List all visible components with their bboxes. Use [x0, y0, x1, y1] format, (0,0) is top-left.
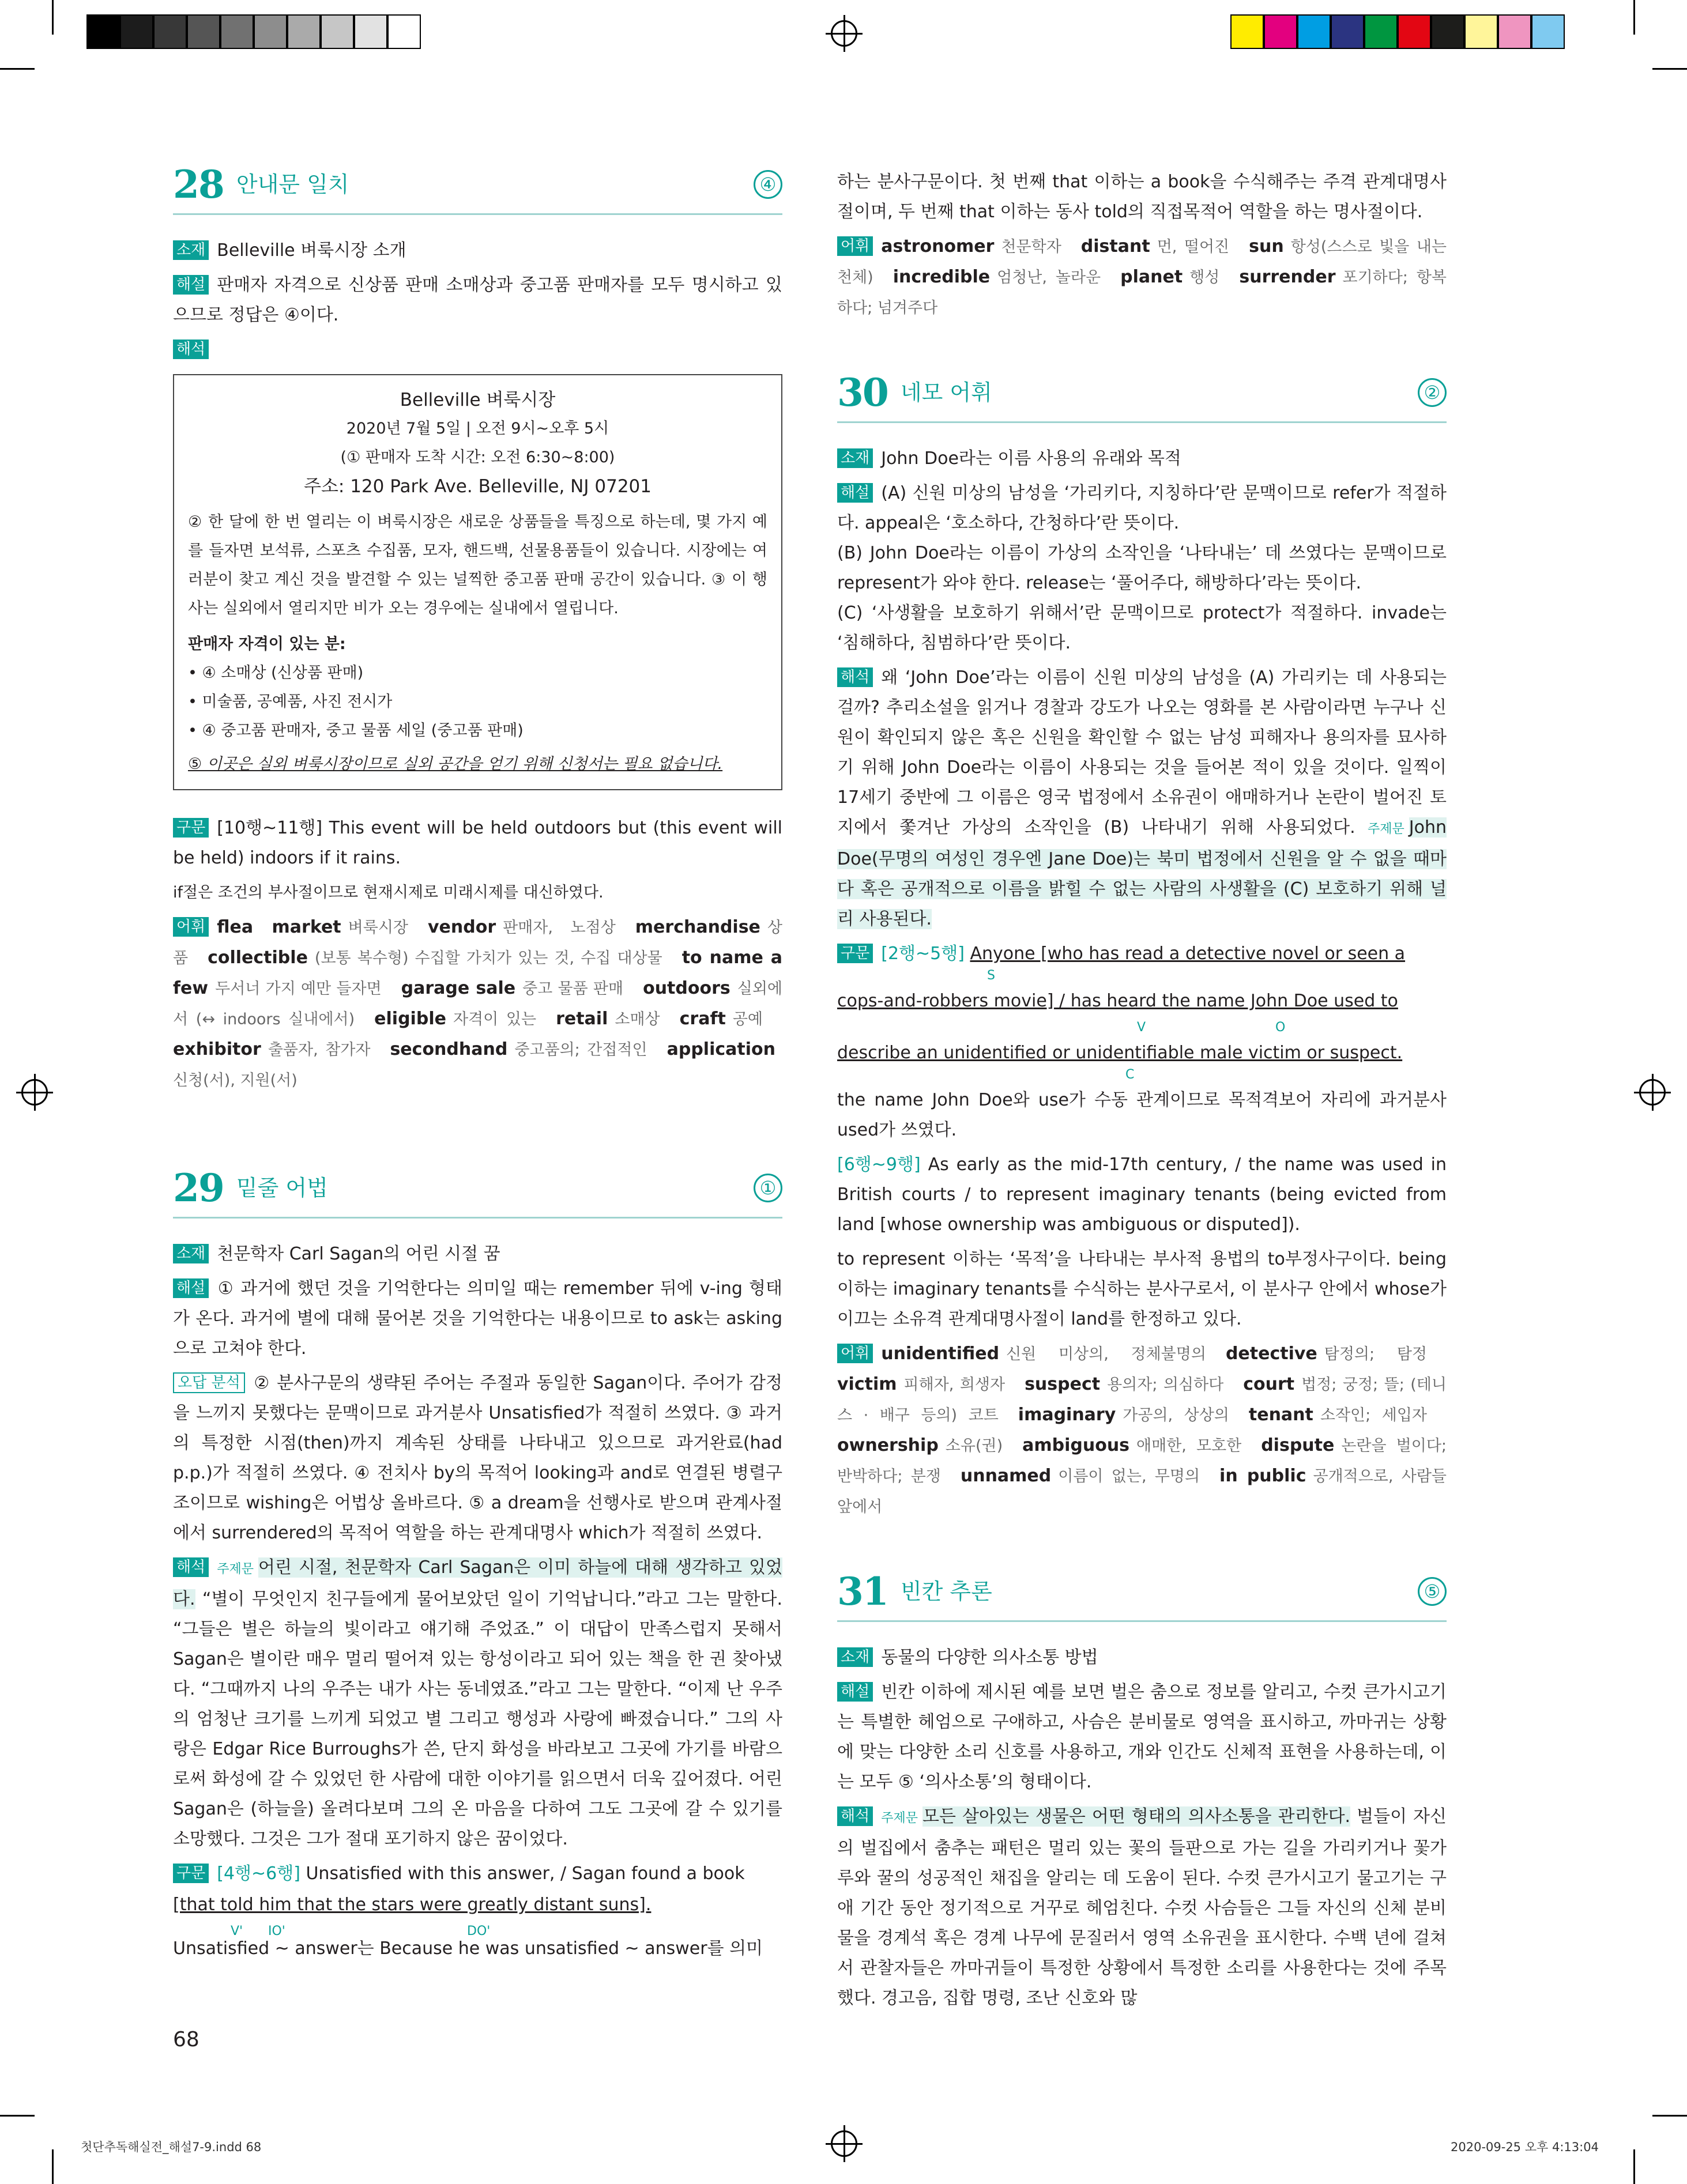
- notice-body: ② 한 달에 한 번 열리는 이 벼룩시장은 새로운 상품들을 특징으로 하는데, 몇 가지 예를 들자면 보석류, 스포츠 수집품, 모자, 핸드백, 선물용품들이 있습니다. 시장에는 여러분이 찾고 계신 것을 발견할 수 있는 널찍한 중고품 판매 공간이 있습니다. ③ 이 행사는 실외에서 열리지만 비가 오는 경우에는 실내에서 열립니다.: [188, 513, 767, 617]
- subject-line: 소재 Belleville 벼룩시장 소개: [173, 236, 782, 266]
- left-column: [173, 156, 782, 1968]
- subject-tag: 소재: [173, 1244, 209, 1263]
- syntax-line: 구문 [4행~6행] Unsatisfied with this answer, / Sagan found a book: [173, 1859, 782, 1889]
- syntax-line-2: [6행~9행] As early as the mid-17th century, / the name was used in British courts / to represent imaginary tenants (being evicted from land [whose ownership was ambiguous or disputed]).: [837, 1155, 1447, 1235]
- vocab-meaning: 소유(권): [945, 1437, 1003, 1455]
- seller-item: • ④ 소매상 (신상품 판매): [188, 664, 364, 682]
- vocab-meaning: 엄청난, 놀라운: [997, 269, 1101, 286]
- notice-note: ⑤ 이곳은 실외 벼룩시장이므로 실외 공간을 얻기 위해 신청서는 필요 없습니다.: [188, 755, 723, 773]
- wrong-answer-analysis: 오답 분석 ② 분사구문의 생략된 주어는 주절과 동일한 Sagan이다. 주어가 감정을 느끼지 못했다는 문맥이므로 과거분사 Unsatisfied가 적절히 쓰였다. ③ 과거의 특정한 시점(then)까지 계속된 상태를 나타내고 있으므로 과거완료(had p.p.)가 적절히 쓰였다. ④ 전치사 by의 목적어 looking과 and로 연결된 병렬구조이므로 wishing은 어법상 올바르다. ⑤ a dream을 선행사로 받으며 관계사절에서 surrendered의 목적어 역할을 하는 관계대명사 which가 적절히 쓰였다.: [173, 1373, 782, 1543]
- color-swatch: [1364, 14, 1398, 49]
- section-number: 28: [173, 162, 224, 207]
- color-swatch: [287, 14, 321, 49]
- page-number: 68: [173, 2028, 199, 2051]
- subject-line: 소재 동물의 다양한 의사소통 방법: [837, 1643, 1447, 1673]
- syntax-tag: 구문: [173, 818, 209, 838]
- syntax-labels: [837, 969, 1447, 986]
- vocab-meaning: 신청(서), 지원(서): [173, 1072, 298, 1089]
- vocab-meaning: 피해자, 희생자: [903, 1376, 1006, 1394]
- topic-sentence-label: 주제문: [217, 1562, 254, 1576]
- explanation-b: (B) John Doe라는 이름이 가상의 소작인을 ‘나타내는’ 데 쓰였다는 문맥이므로 represent가 와야 한다. release는 ‘풀어주다, 해방하다’라는 뜻이다.: [837, 543, 1447, 593]
- color-swatch: [1264, 14, 1297, 49]
- vocab-meaning: 벼룩시장: [348, 919, 408, 937]
- vocab-word: merchandise: [635, 917, 760, 937]
- explanation: 해설 빈칸 이하에 제시된 예를 보면 벌은 춤으로 정보를 알리고, 수컷 큰가시고기는 특별한 헤엄으로 구애하고, 사슴은 분비물로 영역을 표시하고, 까마귀는 상황에 맞는 다양한 소리 신호를 사용하고, 개와 인간도 신체적 표현을 사용하는데, 이는 모두 ⑤ ‘의사소통’의 형태이다.: [837, 1682, 1447, 1792]
- vocab-meaning: 자격이 있는: [453, 1010, 537, 1028]
- explanation: 해설 (A) 신원 미상의 남성을 ‘가리키다, 지칭하다’란 문맥이므로 refer가 적절하다. appeal은 ‘호소하다, 간청하다’란 뜻이다.: [837, 483, 1447, 533]
- seller-item: • 미술품, 공예품, 사진 전시가: [188, 693, 393, 711]
- vocab-meaning: 소매상: [615, 1010, 660, 1028]
- vocabulary-list: [173, 912, 782, 1096]
- vocabulary-list: [837, 232, 1447, 323]
- explanation-tag: 해설: [837, 483, 873, 503]
- syntax-line: 구문 [2행~5행] Anyone [who has read a detective novel or seen a: [837, 939, 1447, 969]
- vocabulary-tag: 어휘: [173, 917, 209, 937]
- translation-tag: 해석: [837, 1806, 873, 1826]
- vocab-meaning: 논란을 벌이다; 반박하다; 분쟁: [837, 1437, 1447, 1485]
- section-30-header: [837, 364, 1447, 423]
- translation: 해석 주제문 어린 시절, 천문학자 Carl Sagan은 이미 하늘에 대해 생각하고 있었다. “별이 무엇인지 친구들에게 물어보았던 일이 기억납니다.”라고 그는 말한다. “그들은 별은 하늘의 빛이라고 얘기해 주었죠.” 이 대답이 만족스럽지 못해서 Sagan은 별이란 매우 멀리 떨어져 있는 항성이라고 되어 있는 책을 한 권 찾아냈다. “그때까지 나의 우주는 내가 사는 동네였죠.”라고 그는 말한다. “이제 난 우주의 엄청난 크기를 느끼게 되었고 별 그리고 행성과 사랑에 빠졌습니다.” 그의 사랑은 Edgar Rice Burroughs가 쓴, 단지 화성을 바라보고 그곳에 가기를 바람으로써 화성에 갈 수 있었던 한 사람에 대한 이야기를 읽으면서 더욱 깊어졌다. 어린 Sagan은 (하늘을) 올려다보며 그의 온 마음을 다하여 그도 그곳에 갈 수 있기를 소망했다. 그것은 그가 절대 포기하지 않은 꿈이었다.: [173, 1553, 782, 1854]
- syntax-note: Unsatisfied ~ answer는 Because he was unsatisfied ~ answer를 의미: [173, 1938, 763, 1959]
- vocab-meaning: 상품: [173, 919, 782, 967]
- vocab-meaning: 실외에서 (↔ indoors 실내에서): [173, 980, 782, 1028]
- color-swatch: [120, 14, 153, 49]
- vocab-word: unidentified: [881, 1344, 1000, 1364]
- syntax-note: the name John Doe와 use가 수동 관계이므로 목적격보어 자리에 과거분사 used가 쓰였다.: [837, 1090, 1447, 1140]
- footer-timestamp: 2020-09-25 오후 4:13:04: [1451, 2140, 1599, 2154]
- topic-sentence-label: 주제문: [1367, 822, 1404, 836]
- translation-tag: 해석: [173, 340, 209, 359]
- subject-line: 소재 천문학자 Carl Sagan의 어린 시절 꿈: [173, 1239, 782, 1269]
- color-swatch: [1297, 14, 1331, 49]
- topic-sentence: 어린 시절, 천문학자 Carl Sagan은 이미 하늘에 대해 생각하고 있었다.: [173, 1557, 782, 1609]
- footer-filename: 첫단추독해실전_해설7-9.indd 68: [81, 2140, 262, 2154]
- label-s: S: [987, 968, 995, 983]
- label-do: DO': [467, 1924, 491, 1938]
- vocab-word: planet: [1120, 267, 1183, 287]
- seller-heading: 판매자 자격이 있는 분:: [188, 635, 346, 653]
- vocab-meaning: 신원 미상의, 정체불명의: [1006, 1345, 1206, 1363]
- subject-tag: 소재: [837, 448, 873, 468]
- vocab-word: surrender: [1239, 267, 1336, 287]
- syntax-line: cops-and-robbers movie] / has heard the name John Doe used to: [837, 991, 1398, 1011]
- vocab-meaning: (보통 복수형) 수집할 가치가 있는 것, 수집 대상물: [314, 949, 662, 967]
- vocab-meaning: 판매자, 노점상: [503, 919, 616, 937]
- subject-tag: 소재: [173, 240, 209, 260]
- section-title: 안내문 일치: [236, 172, 349, 197]
- syntax-note: if절은 조건의 부사절이므로 현재시제로 미래시제를 대신하였다.: [173, 884, 604, 901]
- notice-date: 2020년 7월 5일 | 오전 9시~오후 5시: [346, 420, 609, 437]
- vocab-word: craft: [679, 1009, 726, 1029]
- label-v: V: [1137, 1020, 1146, 1035]
- section-number: 29: [173, 1165, 224, 1210]
- topic-sentence-label: 주제문: [881, 1811, 918, 1825]
- registration-mark-right: [1639, 1079, 1666, 1106]
- section-31-header: [837, 1563, 1447, 1622]
- vocab-meaning: 이름이 없는, 무명의: [1058, 1468, 1200, 1485]
- vocab-meaning: 중고품의; 간접적인: [514, 1041, 647, 1059]
- answer-badge: ⑤: [1418, 1577, 1447, 1606]
- vocab-meaning: 항성(스스로 빛을 내는 천체): [837, 238, 1447, 286]
- section-28-header: [173, 156, 782, 215]
- label-io: IO': [268, 1924, 285, 1938]
- vocab-word: collectible: [208, 948, 308, 968]
- section-number: 30: [837, 370, 888, 415]
- vocab-word: exhibitor: [173, 1039, 261, 1059]
- syntax-tag: 구문: [837, 944, 873, 963]
- translation: 해석 주제문 모든 살아있는 생물은 어떤 형태의 의사소통을 관리한다. 벌들이 자신의 벌집에서 춤추는 패턴은 멀리 있는 꽃의 들판으로 가는 길을 가리키거나 꽃가루와 꿀의 성공적인 채집을 알리는 데 도움이 된다. 수컷 큰가시고기 물고기는 구애 기간 동안 정기적으로 거꾸로 헤엄친다. 수컷 사슴들은 그들 자신의 신체 분비물을 경계석 혹은 경계 나무에 문질러서 영역 소유권을 표시한다. 수백 년에 걸쳐서 관찰자들은 까마귀들이 특정한 상황에서 특정한 소리를 사용한다는 것에 주목했다. 경고음, 집합 명령, 조난 신호와 많: [837, 1802, 1447, 2013]
- vocab-word: in public: [1219, 1466, 1306, 1486]
- right-column: [837, 167, 1447, 2018]
- vocab-word: detective: [1225, 1344, 1317, 1364]
- vocab-word: tenant: [1248, 1405, 1313, 1425]
- topic-sentence: John Doe(무명의 여성인 경우엔 Jane Doe)는 북미 법정에서 신원을 알 수 없을 때마다 혹은 공개적으로 이름을 밝힐 수 없는 사람의 사생활을 (C) 보호하기 위해 널리 사용된다.: [837, 817, 1447, 929]
- answer-badge: ④: [754, 170, 782, 199]
- section-number: 31: [837, 1569, 888, 1614]
- vocab-word: ownership: [837, 1435, 939, 1455]
- color-swatch: [1464, 14, 1498, 49]
- crop-mark: [52, 2149, 54, 2184]
- vocab-word: sun: [1249, 236, 1284, 257]
- translation-tag: 해석: [173, 1557, 209, 1577]
- crop-mark: [1633, 0, 1635, 35]
- explanation-tag: 해설: [173, 275, 209, 295]
- vocab-meaning: 공개적으로, 사람들 앞에서: [837, 1468, 1447, 1516]
- translation-label: [173, 335, 782, 365]
- crop-mark: [0, 2115, 35, 2117]
- seller-item: • ④ 중고품 판매자, 중고 물품 세일 (중고품 판매): [188, 722, 524, 740]
- vocab-word: dispute: [1261, 1435, 1335, 1455]
- vocab-meaning: 가공의, 상상의: [1123, 1406, 1229, 1424]
- notice-arrival: (① 판매자 도착 시간: 오전 6:30~8:00): [340, 448, 615, 466]
- explanation-c: (C) ‘사생활을 보호하기 위해서’란 문맥이므로 protect가 적절하다. invade는 ‘침해하다, 침범하다’란 뜻이다.: [837, 603, 1447, 653]
- vocabulary-tag: 어휘: [837, 1344, 873, 1363]
- vocabulary-list: [837, 1339, 1447, 1522]
- answer-badge: ①: [754, 1174, 782, 1202]
- translation-tag: 해석: [837, 667, 873, 687]
- vocab-meaning: 용의자; 의심하다: [1107, 1376, 1224, 1394]
- vocab-word: to name a few: [173, 948, 782, 998]
- label-v: V': [231, 1924, 243, 1938]
- color-swatch: [1230, 14, 1264, 49]
- vocab-meaning: 먼, 떨어진: [1157, 238, 1230, 256]
- wrong-answer-tag: 오답 분석: [173, 1372, 245, 1393]
- syntax-note: to represent 이하는 ‘목적’을 나타내는 부사적 용법의 to부정사구이다. being 이하는 imaginary tenants를 수식하는 분사구로서, 이 분사구 안에서 whose가 이끄는 소유격 관계대명사절이 land를 한정하고 있다.: [837, 1249, 1447, 1329]
- vocab-word: distant: [1080, 236, 1150, 257]
- explanation: 해설 판매자 자격으로 신상품 판매 소매상과 중고품 판매자를 모두 명시하고 있으므로 정답은 ④이다.: [173, 275, 782, 325]
- vocab-meaning: 천문학자: [1001, 238, 1061, 256]
- vocab-meaning: 포기하다; 항복하다; 넘겨주다: [837, 269, 1447, 317]
- color-swatch: [153, 14, 187, 49]
- section-title: 밑줄 어법: [236, 1175, 328, 1201]
- vocab-meaning: 법정; 궁정; 뜰; (테니스 · 배구 등의) 코트: [837, 1376, 1447, 1424]
- vocab-meaning: 두서너 가지 예만 들자면: [215, 980, 382, 998]
- continued-text: 하는 분사구문이다. 첫 번째 that 이하는 a book을 수식해주는 주격 관계대명사절이며, 두 번째 that 이하는 동사 told의 직접목적어 역할을 하는 명사절이다.: [837, 172, 1447, 222]
- color-swatch: [1431, 14, 1464, 49]
- vocab-word: ambiguous: [1022, 1435, 1130, 1455]
- color-swatch: [354, 14, 387, 49]
- explanation: 해설 ① 과거에 했던 것을 기억한다는 의미일 때는 remember 뒤에 v-ing 형태가 온다. 과거에 별에 대해 물어본 것을 기억한다는 내용이므로 to ask는 asking으로 고쳐야 한다.: [173, 1278, 782, 1359]
- vocab-word: retail: [556, 1009, 608, 1029]
- color-swatch: [254, 14, 287, 49]
- registration-mark-top: [831, 20, 857, 47]
- vocab-word: flea market: [217, 917, 341, 937]
- answer-badge: ②: [1418, 378, 1447, 407]
- vocab-word: garage sale: [401, 978, 516, 998]
- label-o: O: [1275, 1020, 1286, 1035]
- vocab-word: court: [1243, 1374, 1295, 1394]
- crop-mark: [1633, 2149, 1635, 2184]
- vocab-word: incredible: [893, 267, 991, 287]
- vocab-meaning: 공예: [732, 1010, 763, 1028]
- color-swatch: [86, 14, 120, 49]
- vocab-meaning: 출품자, 참가자: [268, 1041, 371, 1059]
- syntax-labels: [173, 1917, 782, 1938]
- crop-mark: [0, 68, 35, 70]
- color-swatch: [387, 14, 421, 49]
- color-swatch: [220, 14, 254, 49]
- syntax-labels: [837, 1068, 1447, 1085]
- registration-mark-bottom: [831, 2130, 857, 2157]
- vocab-word: outdoors: [643, 978, 730, 998]
- translation: 해석 왜 ‘John Doe’라는 이름이 신원 미상의 남성을 (A) 가리키는 데 사용되는 걸까? 추리소설을 읽거나 경찰과 강도가 나오는 영화를 본 사람이라면 누구나 신원이 확인되지 않은 혹은 신원을 확인할 수 없는 남성 피해자나 용의자를 묘사하기 위해 John Doe라는 이름이 사용되는 것을 들어본 적이 있을 것이다. 일찍이 17세기 중반에 그 이름은 영국 법정에서 소유권이 애매하거나 논란이 벌어진 토지에서 쫓겨난 가상의 소작인을 (B) 나타내기 위해 사용되었다. 주제문 John Doe(무명의 여성인 경우엔 Jane Doe)는 북미 법정에서 신원을 알 수 없을 때마다 혹은 공개적으로 이름을 밝힐 수 없는 사람의 사생활을 (C) 보호하기 위해 널리 사용된다.: [837, 667, 1447, 929]
- vocab-meaning: 행성: [1189, 269, 1220, 286]
- vocab-word: secondhand: [390, 1039, 508, 1059]
- section-title: 네모 어휘: [900, 380, 992, 405]
- syntax-line: [that told him that the stars were greatly distant suns].: [173, 1895, 652, 1915]
- vocab-word: application: [666, 1039, 775, 1059]
- crop-mark: [52, 0, 54, 35]
- vocab-word: victim: [837, 1374, 897, 1394]
- syntax-line: 구문 [10행~11행] This event will be held outdoors but (this event will be held) indoors if it rains.: [173, 818, 782, 868]
- subject-tag: 소재: [837, 1647, 873, 1667]
- vocab-meaning: 탐정의; 탐정: [1324, 1345, 1427, 1363]
- registration-mark-left: [21, 1079, 48, 1106]
- color-swatch: [1531, 14, 1565, 49]
- flea-market-notice-box: [173, 374, 782, 790]
- vocab-word: vendor: [427, 917, 496, 937]
- color-swatch: [187, 14, 220, 49]
- color-swatch: [1498, 14, 1531, 49]
- subject-line: 소재 John Doe라는 이름 사용의 유래와 목적: [837, 444, 1447, 474]
- syntax-labels: [837, 1021, 1447, 1038]
- explanation-tag: 해설: [173, 1278, 209, 1298]
- color-swatch: [1398, 14, 1431, 49]
- color-swatch: [1331, 14, 1364, 49]
- notice-address: 주소: 120 Park Ave. Belleville, NJ 07201: [304, 476, 652, 497]
- syntax-line: describe an unidentified or unidentifiable male victim or suspect.: [837, 1043, 1403, 1063]
- explanation-tag: 해설: [837, 1682, 873, 1702]
- vocab-word: imaginary: [1018, 1405, 1116, 1425]
- vocab-word: eligible: [374, 1009, 446, 1029]
- vocab-word: unnamed: [960, 1466, 1052, 1486]
- vocab-meaning: 소작인; 세입자: [1320, 1406, 1427, 1424]
- vocabulary-tag: 어휘: [837, 236, 873, 256]
- vocab-word: astronomer: [881, 236, 995, 257]
- topic-sentence: 모든 살아있는 생물은 어떤 형태의 의사소통을 관리한다.: [922, 1806, 1351, 1827]
- vocab-word: suspect: [1025, 1374, 1101, 1394]
- section-29-header: [173, 1159, 782, 1219]
- crop-mark: [1652, 2115, 1687, 2117]
- label-c: C: [1125, 1068, 1135, 1082]
- crop-mark: [1652, 68, 1687, 70]
- syntax-tag: 구문: [173, 1864, 209, 1883]
- vocab-meaning: 중고 물품 판매: [522, 980, 624, 998]
- section-title: 빈칸 추론: [900, 1579, 992, 1604]
- color-swatch: [321, 14, 354, 49]
- notice-title: Belleville 벼룩시장: [400, 390, 556, 410]
- vocab-meaning: 애매한, 모호한: [1136, 1437, 1242, 1455]
